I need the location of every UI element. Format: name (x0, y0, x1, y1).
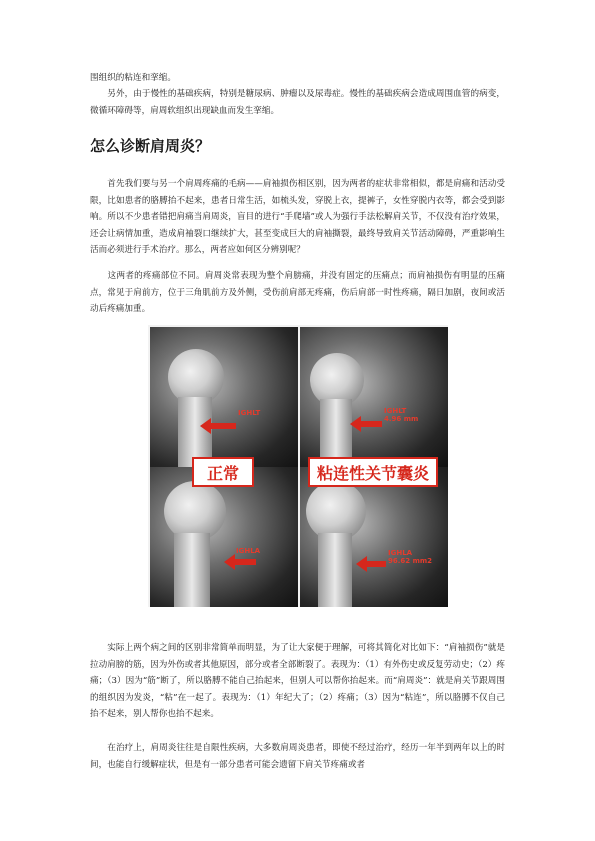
measure-label-tl: IGHLT (238, 409, 261, 417)
mri-panel-adhesive-coronal (300, 327, 448, 467)
paragraph-continuation: 围组织的粘连和挛缩。 (90, 73, 176, 83)
label-adhesive-capsulitis: 粘连性关节囊炎 (308, 457, 438, 487)
arrow-icon (234, 559, 256, 565)
measure-label-br: IGHLA 96.62 mm2 (388, 549, 433, 565)
paragraph-comparison: 实际上两个病之间的区别非常简单而明显，为了让大家便于理解，可将其简化对比如下：“肩袖损伤”就是拉动肩膀的筋，因为外伤或者其他原因，部分或者全部断裂了。表现为：（1）有外伤史或反复劳动史；（2）疼痛；（3）因为“筋”断了，所以胳膊不能自己抬起来，但别人可以帮你抬起来。而“肩周炎”：就是肩关节跟周围的组织因为发炎，“粘”在一起了。表现为：（1）年纪大了；（2）疼痛；（3）因为“粘连”，所以胳膊不仅自己抬不起来，别人帮你也抬不起来。 (90, 643, 505, 720)
measure-label-bl: IGHLA (236, 547, 261, 555)
paragraph-pain-location: 这两者的疼痛部位不同。肩周炎常表现为整个肩膀痛，并没有固定的压痛点；而肩袖损伤有明显的压痛点，常见于肩前方，位于三角肌前方及外侧，受伤前肩部无疼痛，伤后肩部一时性疼痛，隔日加剧，夜间或活动后疼痛加重。 (90, 271, 505, 315)
arrow-icon (366, 561, 386, 567)
arrow-icon (360, 421, 382, 427)
paragraph-treatment: 在治疗上，肩周炎往往是自限性疾病，大多数肩周炎患者，即使不经过治疗，经历一年半到两年以上的时间，也能自行缓解症状，但是有一部分患者可能会遗留下肩关节疼痛或者 (90, 743, 505, 770)
paragraph-differential: 首先我们要与另一个肩周疼痛的毛病——肩袖损伤相区别，因为两者的症状非常相似，都是肩痛和活动受限，比如患者的胳膊抬不起来，患者日常生活，如梳头发，穿脱上衣，提裤子，女性穿脱内衣等，都会受到影响。所以不少患者错把肩痛当肩周炎，盲目的进行“手爬墙”或人为强行手法松解肩关节，不仅没有治疗效果，还会让病情加重，造成肩袖裂口继续扩大，甚至变成巨大的肩袖撕裂，最终导致肩关节活动障碍，严重影响生活而必须进行手术治疗。那么，两者应如何区分辨别呢？ (90, 179, 505, 256)
paragraph-chronic-disease: 另外，由于慢性的基础疾病，特别是糖尿病、肿瘤以及尿毒症。慢性的基础疾病会造成周围血管的病变，微循环障碍等，肩周软组织出现缺血而发生挛缩。 (90, 89, 505, 116)
mri-panel-adhesive-sagittal (300, 467, 448, 607)
mri-comparison-figure (148, 325, 448, 607)
label-normal: 正常 (192, 457, 254, 487)
measure-label-tr: IGHLT 4.96 mm (384, 407, 419, 423)
section-heading: 怎么诊断肩周炎？ (90, 137, 211, 155)
mri-panel-normal-sagittal (150, 467, 298, 607)
mri-panel-normal-coronal (150, 327, 298, 467)
arrow-icon (210, 423, 236, 429)
